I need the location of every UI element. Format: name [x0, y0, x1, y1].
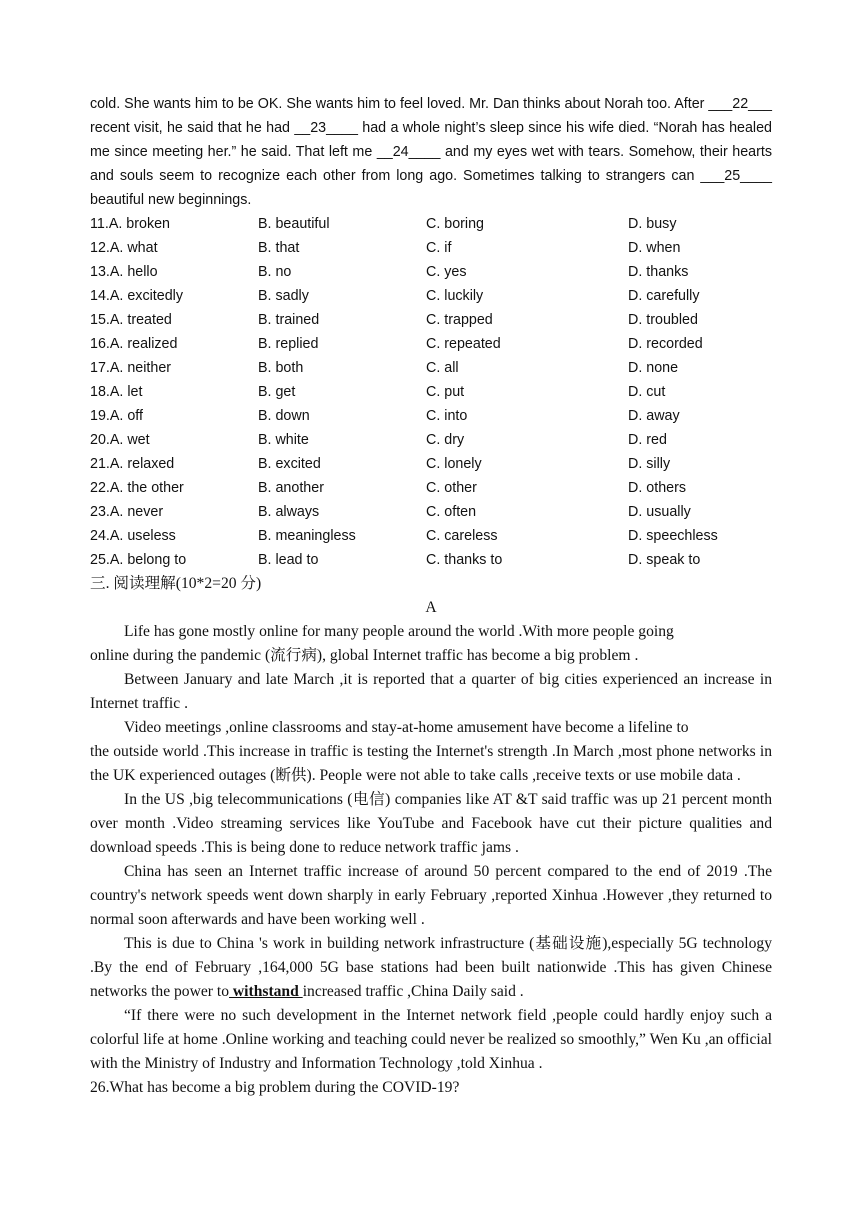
option-row [90, 260, 772, 284]
option-choice: 13.A. hello [90, 264, 158, 280]
option-choice: C. if [426, 240, 452, 256]
option-row [90, 524, 772, 548]
option-choice: 15.A. treated [90, 312, 172, 328]
option-choice: 18.A. let [90, 384, 143, 400]
option-choice: B. down [258, 408, 310, 424]
option-choice: D. red [628, 432, 667, 448]
document-page [90, 92, 772, 1100]
passage-paragraph-5: China has seen an Internet traffic increase of around 50 percent compared to the end of 2019 .The country's network speeds went down sharply in early February ,reported Xinhua .However ,they returned to normal soon afterwards and have been working well . [90, 863, 772, 928]
passage-paragraph-6 [90, 932, 772, 1004]
option-choice: B. white [258, 432, 309, 448]
option-choice: C. all [426, 360, 459, 376]
option-row [90, 548, 772, 572]
option-choice: 23.A. never [90, 504, 164, 520]
option-choice: 19.A. off [90, 408, 143, 424]
option-choice: B. excited [258, 456, 321, 472]
option-choice: 21.A. relaxed [90, 456, 175, 472]
cloze-passage-tail: cold. She wants him to be OK. She wants him to feel loved. Mr. Dan thinks about Norah too. After ___22___ recent visit, he said that he had __23____ had a whole night’s sleep since his wife died. “Norah has healed me since meeting her.” he said. That left me __24____ and my eyes wet with tears. Somehow, their hearts and souls seem to recognize each other from long ago. Sometimes talking to strangers can ___25____ beautiful new beginnings. [90, 96, 772, 208]
options-list [90, 212, 772, 572]
option-choice: 24.A. useless [90, 528, 176, 544]
option-choice: D. recorded [628, 336, 703, 352]
option-choice: D. thanks [628, 264, 689, 280]
option-choice: D. others [628, 480, 687, 496]
option-row [90, 308, 772, 332]
option-row [90, 500, 772, 524]
option-row [90, 476, 772, 500]
option-choice: B. beautiful [258, 216, 330, 232]
option-choice: 16.A. realized [90, 336, 178, 352]
option-choice: B. no [258, 264, 292, 280]
option-row [90, 380, 772, 404]
option-choice: C. careless [426, 528, 498, 544]
option-choice: 12.A. what [90, 240, 158, 256]
option-choice: C. thanks to [426, 552, 503, 568]
option-row [90, 452, 772, 476]
option-row [90, 428, 772, 452]
passage-label: A [425, 599, 437, 616]
option-row [90, 404, 772, 428]
option-choice: B. replied [258, 336, 319, 352]
option-choice: 14.A. excitedly [90, 288, 183, 304]
option-row [90, 356, 772, 380]
option-choice: B. always [258, 504, 320, 520]
option-choice: C. yes [426, 264, 467, 280]
option-choice: 17.A. neither [90, 360, 172, 376]
passage-paragraph-3-line-1: Video meetings ,online classrooms and stay-at-home amusement have become a lifeline to [124, 719, 689, 736]
passage-paragraph-3-rest: the outside world .This increase in traffic is testing the Internet's strength .In March ,most phone networks in the UK experienced outages (断供). People were not able to take calls ,receive texts or use mobile data . [90, 743, 772, 784]
option-choice: C. lonely [426, 456, 482, 472]
option-choice: 25.A. belong to [90, 552, 187, 568]
reading-passage [90, 620, 772, 1100]
option-choice: C. luckily [426, 288, 484, 304]
option-choice: D. cut [628, 384, 666, 400]
section-heading: 三. 阅读理解(10*2=20 分) [90, 575, 262, 592]
option-choice: D. carefully [628, 288, 700, 304]
passage-paragraph-7: “If there were no such development in the Internet network field ,people could hardly enjoy such a colorful life at home .Online working and teaching could never be realized so smoothly,” Wen Ku ,an official with the Ministry of Industry and Information Technology ,told Xinhua . [90, 1007, 772, 1072]
option-choice: D. when [628, 240, 681, 256]
option-choice: C. dry [426, 432, 465, 448]
option-choice: C. other [426, 480, 477, 496]
passage-paragraph-1-line-1: Life has gone mostly online for many people around the world .With more people going [124, 623, 674, 640]
passage-paragraph-6-end: increased traffic ,China Daily said . [302, 983, 524, 1000]
option-choice: D. usually [628, 504, 691, 520]
option-choice: C. boring [426, 216, 485, 232]
option-choice: C. repeated [426, 336, 501, 352]
option-choice: D. busy [628, 216, 677, 232]
option-choice: B. another [258, 480, 324, 496]
option-choice: C. put [426, 384, 465, 400]
option-choice: D. speechless [628, 528, 718, 544]
option-choice: B. meaningless [258, 528, 356, 544]
option-choice: 11.A. broken [90, 216, 171, 232]
option-row [90, 212, 772, 236]
option-choice: B. that [258, 240, 300, 256]
option-choice: D. speak to [628, 552, 701, 568]
option-row [90, 284, 772, 308]
option-choice: D. none [628, 360, 679, 376]
option-choice: D. troubled [628, 312, 698, 328]
option-choice: D. away [628, 408, 680, 424]
option-choice: B. get [258, 384, 296, 400]
option-choice: B. lead to [258, 552, 319, 568]
option-choice: C. into [426, 408, 468, 424]
option-choice: B. sadly [258, 288, 309, 304]
question-26: 26.What has become a big problem during the COVID-19? [90, 1079, 460, 1096]
option-choice: C. often [426, 504, 477, 520]
option-choice: B. trained [258, 312, 320, 328]
option-choice: 22.A. the other [90, 480, 184, 496]
option-choice: B. both [258, 360, 304, 376]
option-choice: C. trapped [426, 312, 493, 328]
passage-paragraph-2: Between January and late March ,it is reported that a quarter of big cities experienced an increase in Internet traffic . [90, 671, 772, 712]
passage-paragraph-4: In the US ,big telecommunications (电信) companies like AT &T said traffic was up 21 percent month over month .Video streaming services like YouTube and Facebook have cut their picture qualities and download speeds .This is being done to reduce network traffic jams . [90, 791, 772, 856]
passage-paragraph-6-text: This is due to China 's work in building network infrastructure (基础设施),especially 5G technology .By the end of February ,164,000 5G base stations had been built nationwide .This has given Chinese networks the power to [90, 935, 772, 1000]
option-choice: 20.A. wet [90, 432, 150, 448]
option-row [90, 236, 772, 260]
underlined-keyword: withstand [229, 983, 303, 1000]
passage-paragraph-1-line-2: online during the pandemic (流行病), global Internet traffic has become a big problem . [90, 647, 639, 664]
option-row [90, 332, 772, 356]
option-choice: D. silly [628, 456, 671, 472]
